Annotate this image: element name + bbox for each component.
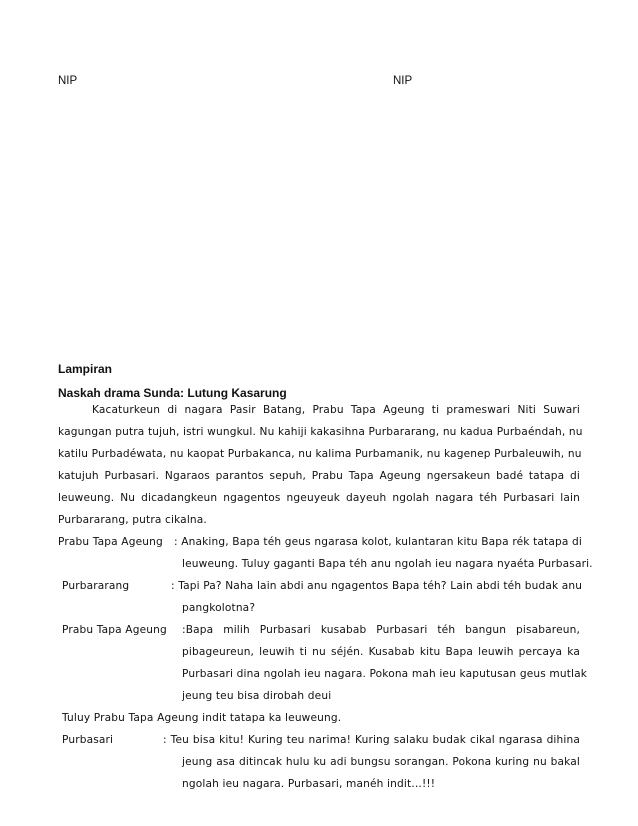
signature-nip-right: NIP: [393, 75, 413, 87]
intro-line: katilu Purbadéwata, nu kaopat Purbakanca, nu kalima Purbamanik, nu kagenep Purbaleuwih, nu: [58, 448, 582, 460]
dialogue-line: : Teu bisa kitu! Kuring teu narima! Kuring salaku budak cikal ngarasa dihina: [163, 734, 580, 746]
speaker-name: Prabu Tapa Ageung: [62, 624, 167, 636]
intro-line: katujuh Purbasari. Ngaraos parantos sepuh, Prabu Tapa Ageung ngersakeun badé tatapa di: [58, 470, 580, 482]
dialogue-line: leuweung. Tuluy gaganti Bapa téh anu ngolah ieu nagara nyaéta Purbasari.: [182, 558, 593, 570]
signature-nip-left: NIP: [58, 75, 78, 87]
speaker-name: Prabu Tapa Ageung: [58, 536, 163, 548]
dialogue-line: jeung asa ditincak hulu ku adi bungsu sorangan. Pokona kuring nu bakal: [182, 756, 580, 768]
intro-line: Purbararang, putra cikalna.: [58, 514, 207, 526]
lampiran-heading: Lampiran: [58, 362, 113, 376]
dialogue-line: pangkolotna?: [182, 602, 256, 614]
drama-title: Naskah drama Sunda: Lutung Kasarung: [58, 386, 287, 400]
dialogue-line: : Tapi Pa? Naha lain abdi anu ngagentos Bapa téh? Lain abdi téh budak anu: [171, 580, 583, 592]
intro-line: leuweung. Nu dicadangkeun ngagentos ngeuyeuk dayeuh ngolah nagara téh Purbasari lain: [58, 492, 580, 504]
narration-line: Tuluy Prabu Tapa Ageung indit tatapa ka leuweung.: [62, 712, 342, 724]
intro-line: Kacaturkeun di nagara Pasir Batang, Prabu Tapa Ageung ti prameswari Niti Suwari: [92, 404, 580, 416]
dialogue-line: :Bapa milih Purbasari kusabab Purbasari téh bangun pisabareun,: [182, 624, 580, 636]
speaker-name: Purbasari: [62, 734, 114, 746]
dialogue-line: jeung teu bisa dirobah deui: [182, 690, 332, 702]
dialogue-line: ngolah ieu nagara. Purbasari, manéh indit…!!!: [182, 778, 436, 790]
dialogue-line: : Anaking, Bapa téh geus ngarasa kolot, kulantaran kitu Bapa rék tatapa di: [174, 536, 582, 548]
dialogue-line: pibageureun, leuwih ti nu séjén. Kusabab kitu Bapa leuwih percaya ka: [182, 646, 580, 658]
intro-line: kagungan putra tujuh, istri wungkul. Nu kahiji kakasihna Purbararang, nu kadua Purbaéndah, nu: [58, 426, 583, 438]
dialogue-line: Purbasari dina ngolah ieu nagara. Pokona mah ieu kaputusan geus mutlak: [182, 668, 588, 680]
speaker-name: Purbararang: [62, 580, 130, 592]
